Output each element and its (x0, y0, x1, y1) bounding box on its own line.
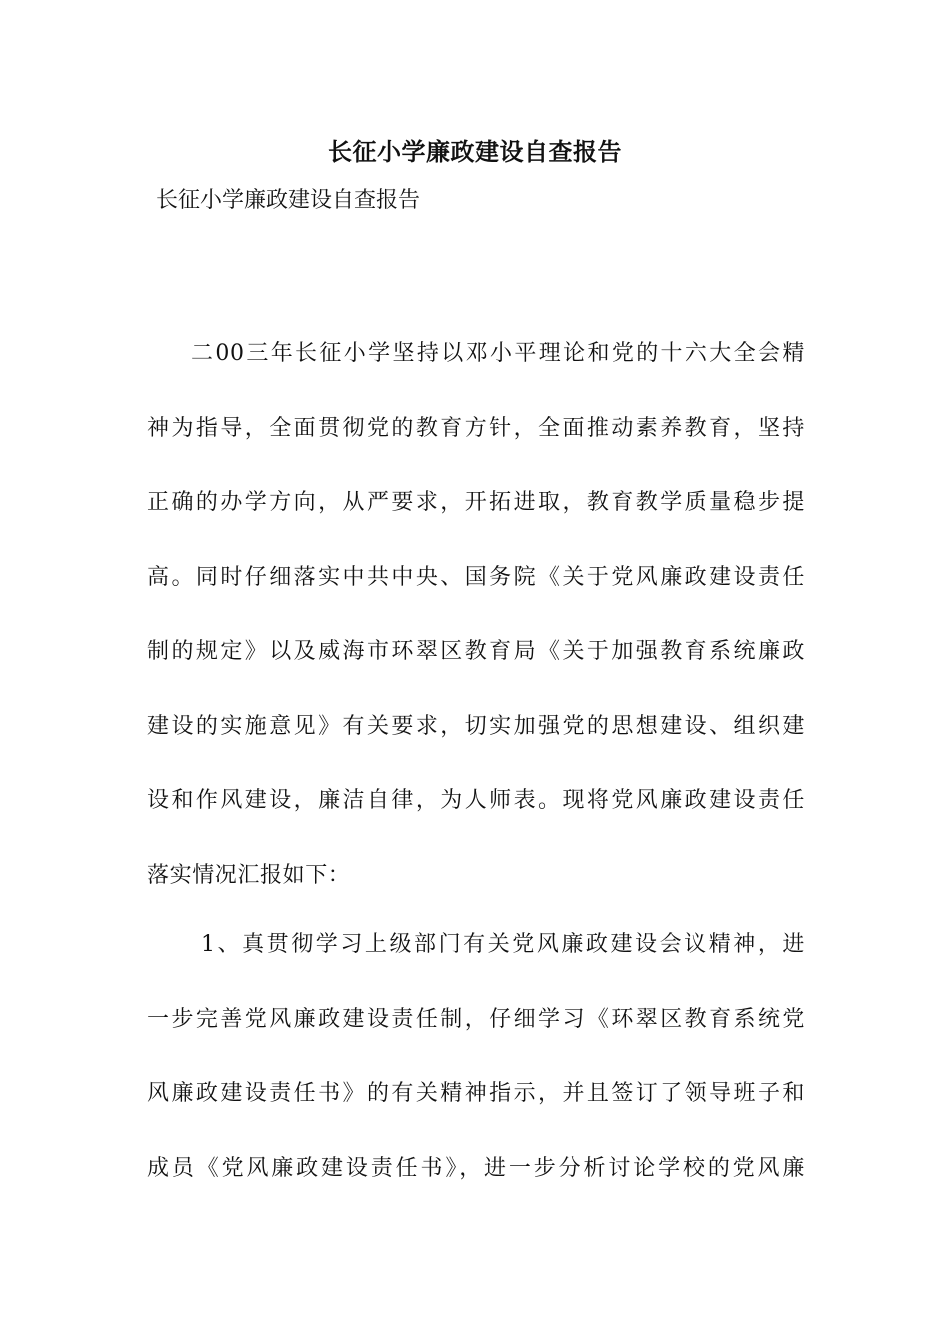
paragraph-line: 神为指导，全面贯彻党的教育方针，全面推动素养教育，坚持 (147, 415, 805, 441)
paragraph-1 (147, 317, 805, 913)
paragraph-line: 正确的办学方向，从严要求，开拓进取，教育教学质量稳步提 (147, 490, 805, 515)
paragraph-line: 一步完善党风廉政建设责任制，仔细学习《环翠区教育系统党 (147, 1006, 805, 1032)
paragraph-line: 风廉政建设责任书》的有关精神指示，并且签订了领导班子和 (147, 1081, 805, 1106)
paragraph-line: 建设的实施意见》有关要求，切实加强党的思想建设、组织建 (147, 713, 805, 739)
paragraph-2 (147, 908, 805, 1206)
paragraph-line: 1、真贯彻学习上级部门有关党风廉政建设会议精神，进 (201, 932, 805, 957)
document-title: 长征小学廉政建设自查报告 (328, 137, 622, 166)
paragraph-line: 落实情况汇报如下： (147, 862, 351, 888)
paragraph-line: 成员《党风廉政建设责任书》，进一步分析讨论学校的党风廉 (147, 1155, 805, 1181)
paragraph-line: 高。同时仔细落实中共中央、国务院《关于党风廉政建设责任 (147, 564, 805, 590)
paragraph-line: 二00三年长征小学坚持以邓小平理论和党的十六大全会精 (191, 341, 805, 366)
document-subtitle: 长征小学廉政建设自查报告 (156, 188, 421, 213)
paragraph-line: 设和作风建设，廉洁自律，为人师表。现将党风廉政建设责任 (147, 788, 805, 813)
paragraph-line: 制的规定》以及威海市环翠区教育局《关于加强教育系统廉政 (147, 639, 805, 664)
